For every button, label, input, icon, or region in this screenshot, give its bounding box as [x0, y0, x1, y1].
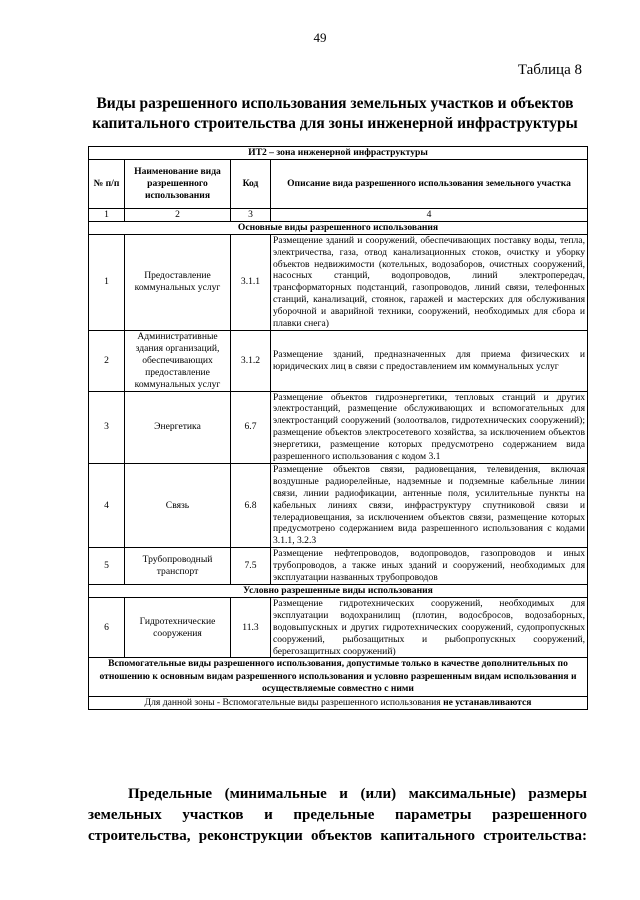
row-description: Размещение объектов связи, радиовещания, телевидения, включая воздушные радиорелейные, надземные и подземные кабельные линии связи, линии радиофикации, антенные поля, усилительные пункты на кабельных линиях связи, инфраструктуру спутниковой связи и телерадиовещания, за исключением объектов связи, размещение которых предусмотрено содержанием вида разрешенного использования с кодами 3.1.1, 3.2.3 [271, 463, 588, 547]
page-number: 49 [313, 30, 327, 45]
section-main-title: Основные виды разрешенного использования [89, 221, 588, 234]
zone-header: ИТ2 – зона инженерной инфраструктуры [89, 147, 588, 160]
column-header-num: № п/п [89, 159, 125, 208]
table-row [89, 234, 588, 330]
table-label: Таблица 8 [517, 62, 582, 78]
aux-note-text: Для данной зоны - Вспомогательные виды разрешенного использования [144, 696, 444, 708]
row-num: 1 [89, 234, 125, 330]
section-conditional-title: Условно разрешенные виды использования [89, 585, 588, 598]
zone-header-row [89, 147, 588, 160]
limits-heading [88, 784, 587, 847]
aux-note-emphasis: не устанавливаются [443, 696, 532, 708]
row-code: 7.5 [231, 548, 271, 585]
table-row [89, 597, 588, 658]
limits-heading-line: Предельные (минимальные и (или) максимальные) размеры [128, 786, 587, 802]
row-name: Предоставление коммунальных услуг [125, 234, 231, 330]
row-code: 11.3 [231, 597, 271, 658]
table-row [89, 548, 588, 585]
column-header-desc: Описание вида разрешенного использования земельного участка [271, 159, 588, 208]
table-row [89, 463, 588, 547]
column-number-row [89, 208, 588, 221]
limits-heading-line: строительства, реконструкции объектов капитального строительства: [88, 828, 587, 844]
document-title: Виды разрешенного использования земельных участков и объектов капитального строительства для зоны инженерной инфраструктуры [92, 95, 578, 132]
row-num: 2 [89, 330, 125, 391]
section-auxiliary-title: Вспомогательные виды разрешенного использования, допустимые только в качестве дополнительных по отношению к основным видам разрешенного использования и условно разрешенным видам использования и осуществляемые совместно с ними [89, 658, 588, 697]
section-conditional-row [89, 585, 588, 598]
row-num: 5 [89, 548, 125, 585]
permitted-use-table [88, 146, 588, 710]
column-header-row [89, 159, 588, 208]
section-main-row [89, 221, 588, 234]
column-header-name: Наименование вида разрешенного использования [125, 159, 231, 208]
row-num: 3 [89, 391, 125, 463]
table-row [89, 391, 588, 463]
row-num: 6 [89, 597, 125, 658]
row-description: Размещение гидротехнических сооружений, необходимых для эксплуатации водохранилищ (плотин, водосбросов, водозаборных, водовыпускных и других гидротехнических сооружений, судопропускных сооружений, рыбозащитных и рыбопропускных сооружений, берегозащитных сооружений) [271, 597, 588, 658]
row-description: Размещение зданий, предназначенных для приема физических и юридических лиц в связи с предоставлением им коммунальных услуг [271, 330, 588, 391]
section-auxiliary-row [89, 658, 588, 697]
row-name: Гидротехнические сооружения [125, 597, 231, 658]
row-code: 6.8 [231, 463, 271, 547]
row-code: 3.1.1 [231, 234, 271, 330]
column-header-code: Код [231, 159, 271, 208]
row-name: Связь [125, 463, 231, 547]
row-name: Административные здания организаций, обеспечивающих предоставление коммунальных услуг [125, 330, 231, 391]
table-row [89, 330, 588, 391]
row-description: Размещение нефтепроводов, водопроводов, газопроводов и иных трубопроводов, а также иных зданий и сооружений, необходимых для эксплуатации названных трубопроводов [271, 548, 588, 585]
row-code: 6.7 [231, 391, 271, 463]
row-name: Энергетика [125, 391, 231, 463]
column-number: 4 [271, 208, 588, 221]
row-description: Размещение объектов гидроэнергетики, тепловых станций и других электростанций, размещение обслуживающих и вспомогательных для электростанций сооружений (золоотвалов, гидротехнических сооружений); размещение объектов электросетевого хозяйства, за исключением объектов энергетики, размещение которых предусмотрено содержанием вида разрешенного использования с кодом 3.1 [271, 391, 588, 463]
column-number: 1 [89, 208, 125, 221]
aux-note-row [89, 696, 588, 709]
column-number: 2 [125, 208, 231, 221]
aux-note [89, 696, 588, 709]
row-code: 3.1.2 [231, 330, 271, 391]
row-num: 4 [89, 463, 125, 547]
row-description: Размещение зданий и сооружений, обеспечивающих поставку воды, тепла, электричества, газа, отвод канализационных стоков, очистку и уборку объектов недвижимости (котельных, водозаборов, очистных сооружений, насосных станций, водопроводов, линий электропередач, трансформаторных подстанций, газопроводов, линий связи, телефонных станций, канализаций, стоянок, гаражей и мастерских для обслуживания уборочной и аварийной техники, сооружений, необходимых для сбора и плавки снега) [271, 234, 588, 330]
column-number: 3 [231, 208, 271, 221]
row-name: Трубопроводный транспорт [125, 548, 231, 585]
limits-heading-line: земельных участков и предельные параметры разрешенного [88, 807, 587, 823]
